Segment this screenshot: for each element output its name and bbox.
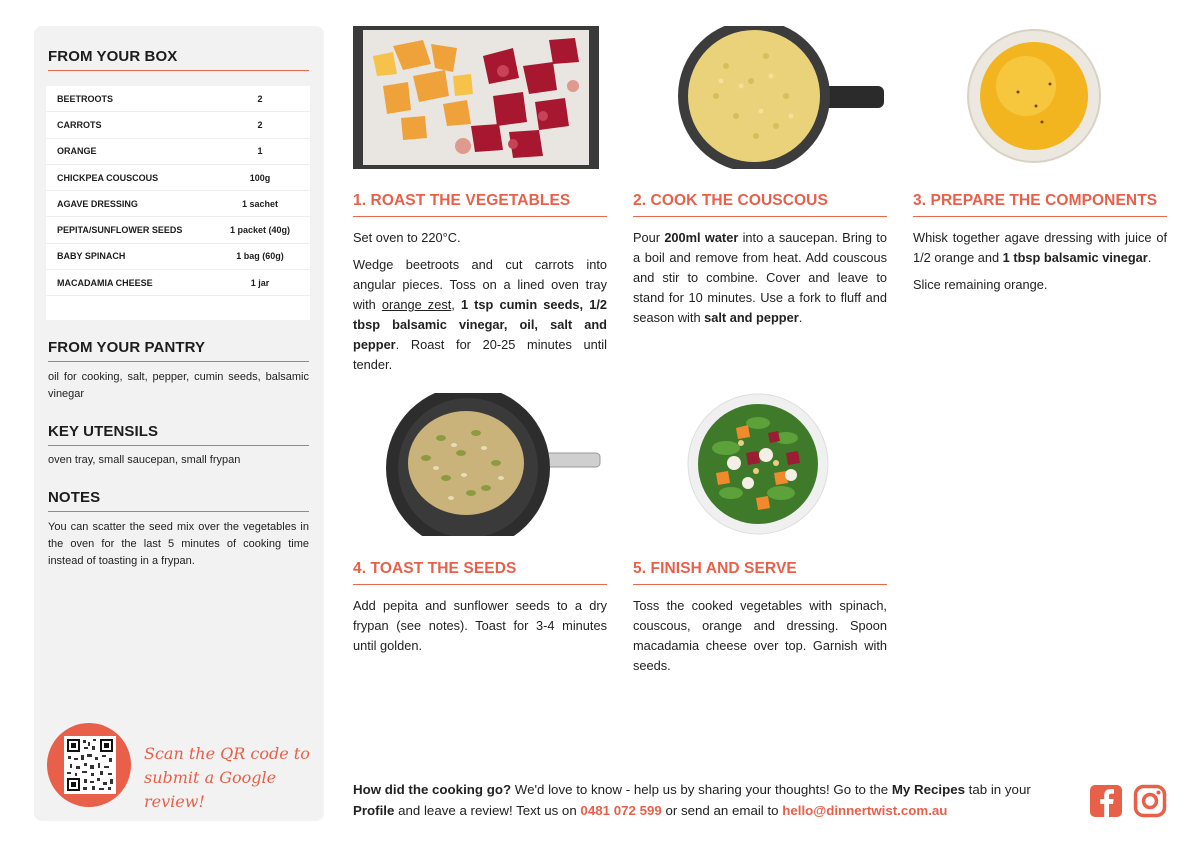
- footer-text: tab in your: [964, 782, 1031, 797]
- qr-badge[interactable]: [47, 723, 131, 807]
- ingredient-name: ORANGE: [57, 146, 97, 157]
- roast-vegetables-photo: [353, 26, 599, 169]
- step-1-instructions: [353, 228, 607, 382]
- table-row: [46, 270, 310, 296]
- box-ingredients-table: [46, 86, 310, 320]
- qr-note-line: Scan the QR code to: [144, 744, 310, 763]
- ingredient-qty: 1 jar: [250, 277, 270, 288]
- text: Pour: [633, 230, 665, 245]
- step-3-instructions: [913, 228, 1167, 302]
- qr-code-icon: [64, 736, 116, 794]
- text: Wedge beetroots and cut carrots into angular pieces. Toss on a lined oven tray with: [353, 257, 607, 312]
- step-1-paragraph: Set oven to 220°C.: [353, 230, 461, 245]
- text: .: [1147, 250, 1152, 265]
- ingredient-name: MACADAMIA CHEESE: [57, 277, 153, 288]
- divider: [633, 216, 887, 217]
- step-4-title: 4. TOAST THE SEEDS: [353, 560, 517, 577]
- profile-label: Profile: [353, 803, 395, 818]
- qr-review-note: [144, 742, 324, 814]
- step-3-paragraph: [913, 228, 1167, 268]
- finished-salad-photo: [686, 393, 830, 536]
- dressing-bowl-photo: [966, 26, 1102, 166]
- divider: [353, 584, 607, 585]
- table-row: [46, 139, 310, 165]
- text: into a saucepan. Bring to a boil and remove from heat. Add couscous and stir to combine. Cover and leave to stand for 10 minutes. Use a fork to fluff and season with: [633, 230, 887, 325]
- ingredient-name: CARROTS: [57, 119, 102, 130]
- divider: [48, 70, 309, 71]
- step-4-instructions: [353, 596, 607, 663]
- step-1-title: 1. ROAST THE VEGETABLES: [353, 192, 571, 209]
- ingredient-name: CHICKPEA COUSCOUS: [57, 172, 159, 183]
- step-2-title: 2. COOK THE COUSCOUS: [633, 192, 828, 209]
- pantry-text: oil for cooking, salt, pepper, cumin seeds, balsamic vinegar: [48, 371, 309, 400]
- ingredient-name: BEETROOTS: [57, 93, 114, 104]
- step-2-instructions: [633, 228, 887, 335]
- divider: [48, 511, 309, 512]
- step-3-paragraph: Slice remaining orange.: [913, 277, 1048, 292]
- ingredient-name: PEPITA/SUNFLOWER SEEDS: [57, 225, 183, 236]
- bold-text: 200ml water: [664, 230, 739, 245]
- step-3-title: 3. PREPARE THE COMPONENTS: [913, 192, 1158, 209]
- text: Whisk together agave dressing with juice of 1/2 orange and: [913, 230, 1167, 265]
- from-box-title: FROM YOUR BOX: [48, 48, 178, 65]
- feedback-footer: [353, 779, 1073, 821]
- footer-text: We'd love to know - help us by sharing your thoughts! Go to the: [511, 782, 892, 797]
- divider: [48, 445, 309, 446]
- ingredients-sidebar: [34, 26, 324, 821]
- footer-text: and leave a review! Text us on: [394, 803, 581, 818]
- pantry-title: FROM YOUR PANTRY: [48, 339, 206, 356]
- qr-note-line: submit a Google review!: [144, 768, 277, 811]
- notes-title: NOTES: [48, 489, 101, 506]
- toasted-seeds-frypan-photo: [386, 393, 602, 536]
- table-row: [46, 217, 310, 243]
- table-row: [46, 244, 310, 270]
- ingredient-qty: 1 sachet: [241, 198, 279, 209]
- ingredient-name: AGAVE DRESSING: [57, 198, 138, 209]
- divider: [913, 216, 1167, 217]
- phone-link[interactable]: 0481 072 599: [580, 803, 662, 818]
- ingredient-qty: 1 packet (40g): [229, 225, 291, 236]
- instagram-icon[interactable]: [1133, 784, 1167, 818]
- step-4-paragraph: Add pepita and sunflower seeds to a dry frypan (see notes). Toast for 3-4 minutes until golden.: [353, 598, 607, 653]
- divider: [353, 216, 607, 217]
- bold-text: salt and pepper: [704, 310, 799, 325]
- utensils-title: KEY UTENSILS: [48, 423, 159, 440]
- table-row: [46, 165, 310, 191]
- table-row: [46, 86, 310, 112]
- ingredient-qty: 1: [257, 146, 263, 157]
- notes-text: You can scatter the seed mix over the vegetables in the oven for the last 5 minutes of cooking time instead of toasting in a frypan.: [48, 521, 309, 567]
- footer-text: or send an email to: [661, 803, 783, 818]
- bold-text: 1 tsp cumin seeds, 1/2 tbsp balsamic vinegar, oil, salt and pepper: [353, 297, 607, 352]
- couscous-saucepan-photo: [676, 26, 886, 169]
- bold-text: 1 tbsp balsamic vinegar: [1002, 250, 1148, 265]
- table-row: [46, 191, 310, 217]
- facebook-icon[interactable]: [1089, 784, 1123, 818]
- table-row: [46, 112, 310, 138]
- step-1-paragraph: [353, 255, 607, 375]
- text: .: [798, 310, 803, 325]
- my-recipes-label: My Recipes: [891, 782, 965, 797]
- step-5-title: 5. FINISH AND SERVE: [633, 560, 797, 577]
- ingredient-qty: 1 bag (60g): [236, 251, 284, 262]
- ingredient-qty: 100g: [249, 172, 271, 183]
- footer-question: How did the cooking go?: [353, 782, 512, 797]
- ingredient-name: BABY SPINACH: [57, 251, 126, 262]
- text: ,: [451, 297, 461, 312]
- divider: [48, 361, 309, 362]
- underlined-text: orange zest: [381, 297, 452, 312]
- utensils-text: oven tray, small saucepan, small frypan: [48, 454, 241, 466]
- step-2-paragraph: [633, 228, 887, 328]
- step-5-instructions: [633, 596, 887, 683]
- step-5-paragraph: Toss the cooked vegetables with spinach, couscous, orange and dressing. Spoon macadamia cheese over top. Garnish with seeds.: [633, 598, 887, 673]
- ingredient-qty: 2: [257, 93, 263, 104]
- divider: [633, 584, 887, 585]
- text: . Roast for 20-25 minutes until tender.: [353, 337, 607, 372]
- ingredient-qty: 2: [257, 119, 263, 130]
- email-link[interactable]: hello@dinnertwist.com.au: [782, 803, 948, 818]
